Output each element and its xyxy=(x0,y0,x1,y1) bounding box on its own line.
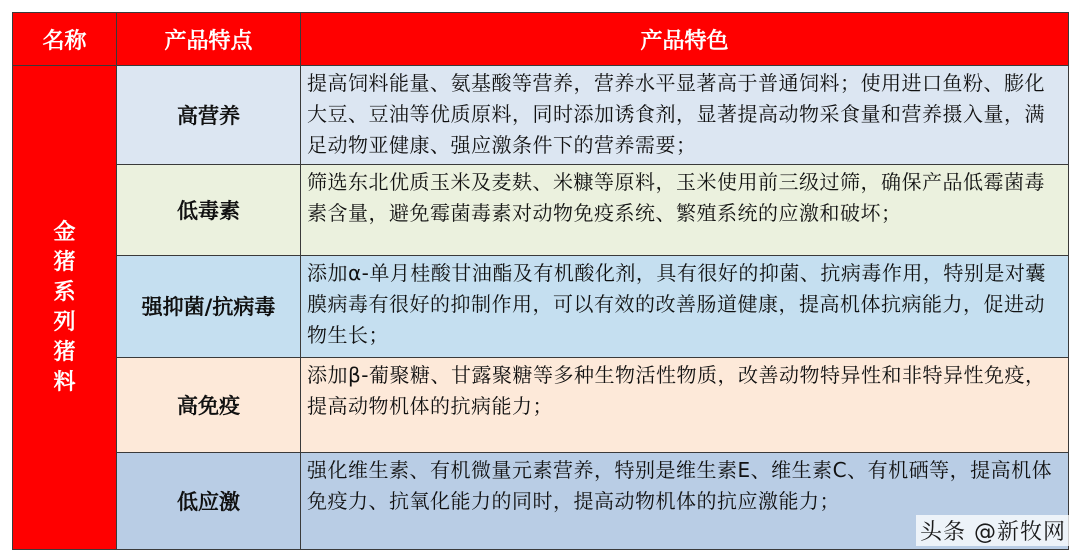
detail-cell: 筛选东北优质玉米及麦麸、米糠等原料，玉米使用前三级过筛，确保产品低霉菌毒素含量，避免霉菌毒素对动物免疫系统、繁殖系统的应激和破坏； xyxy=(301,165,1069,256)
detail-cell: 添加β-葡聚糖、甘露聚糖等多种生物活性物质，改善动物特异性和非特异性免疫，提高动物机体的抗病能力； xyxy=(301,358,1069,453)
header-detail: 产品特色 xyxy=(301,13,1069,66)
detail-cell: 添加α-单月桂酸甘油酯及有机酸化剂，具有很好的抑菌、抗病毒作用，特别是对囊膜病毒有很好的抑制作用，可以有效的改善肠道健康，提高机体抗病能力，促进动物生长； xyxy=(301,255,1069,357)
product-series-cell xyxy=(13,66,117,550)
feature-cell: 低毒素 xyxy=(117,165,301,256)
header-feature: 产品特点 xyxy=(117,13,301,66)
feature-cell: 低应激 xyxy=(117,452,301,549)
table-row xyxy=(13,452,1069,549)
feature-cell: 强抑菌/抗病毒 xyxy=(117,255,301,357)
header-name: 名称 xyxy=(13,13,117,66)
table-row xyxy=(13,66,1069,165)
feature-cell: 高营养 xyxy=(117,66,301,165)
detail-cell: 强化维生素、有机微量元素营养，特别是维生素E、维生素C、有机硒等，提高机体免疫力、抗氧化能力的同时，提高动物机体的抗应激能力； xyxy=(301,452,1069,549)
product-series-label: 金猪系列猪料 xyxy=(53,219,76,395)
table-row xyxy=(13,358,1069,453)
header-row xyxy=(13,13,1069,66)
table-row xyxy=(13,255,1069,357)
feature-cell: 高免疫 xyxy=(117,358,301,453)
watermark: 头条 @新牧网 xyxy=(916,515,1070,546)
product-feature-table xyxy=(12,12,1069,550)
detail-cell: 提高饲料能量、氨基酸等营养，营养水平显著高于普通饲料；使用进口鱼粉、膨化大豆、豆油等优质原料，同时添加诱食剂，显著提高动物采食量和营养摄入量，满足动物亚健康、强应激条件下的营养需要； xyxy=(301,66,1069,165)
table-row xyxy=(13,165,1069,256)
